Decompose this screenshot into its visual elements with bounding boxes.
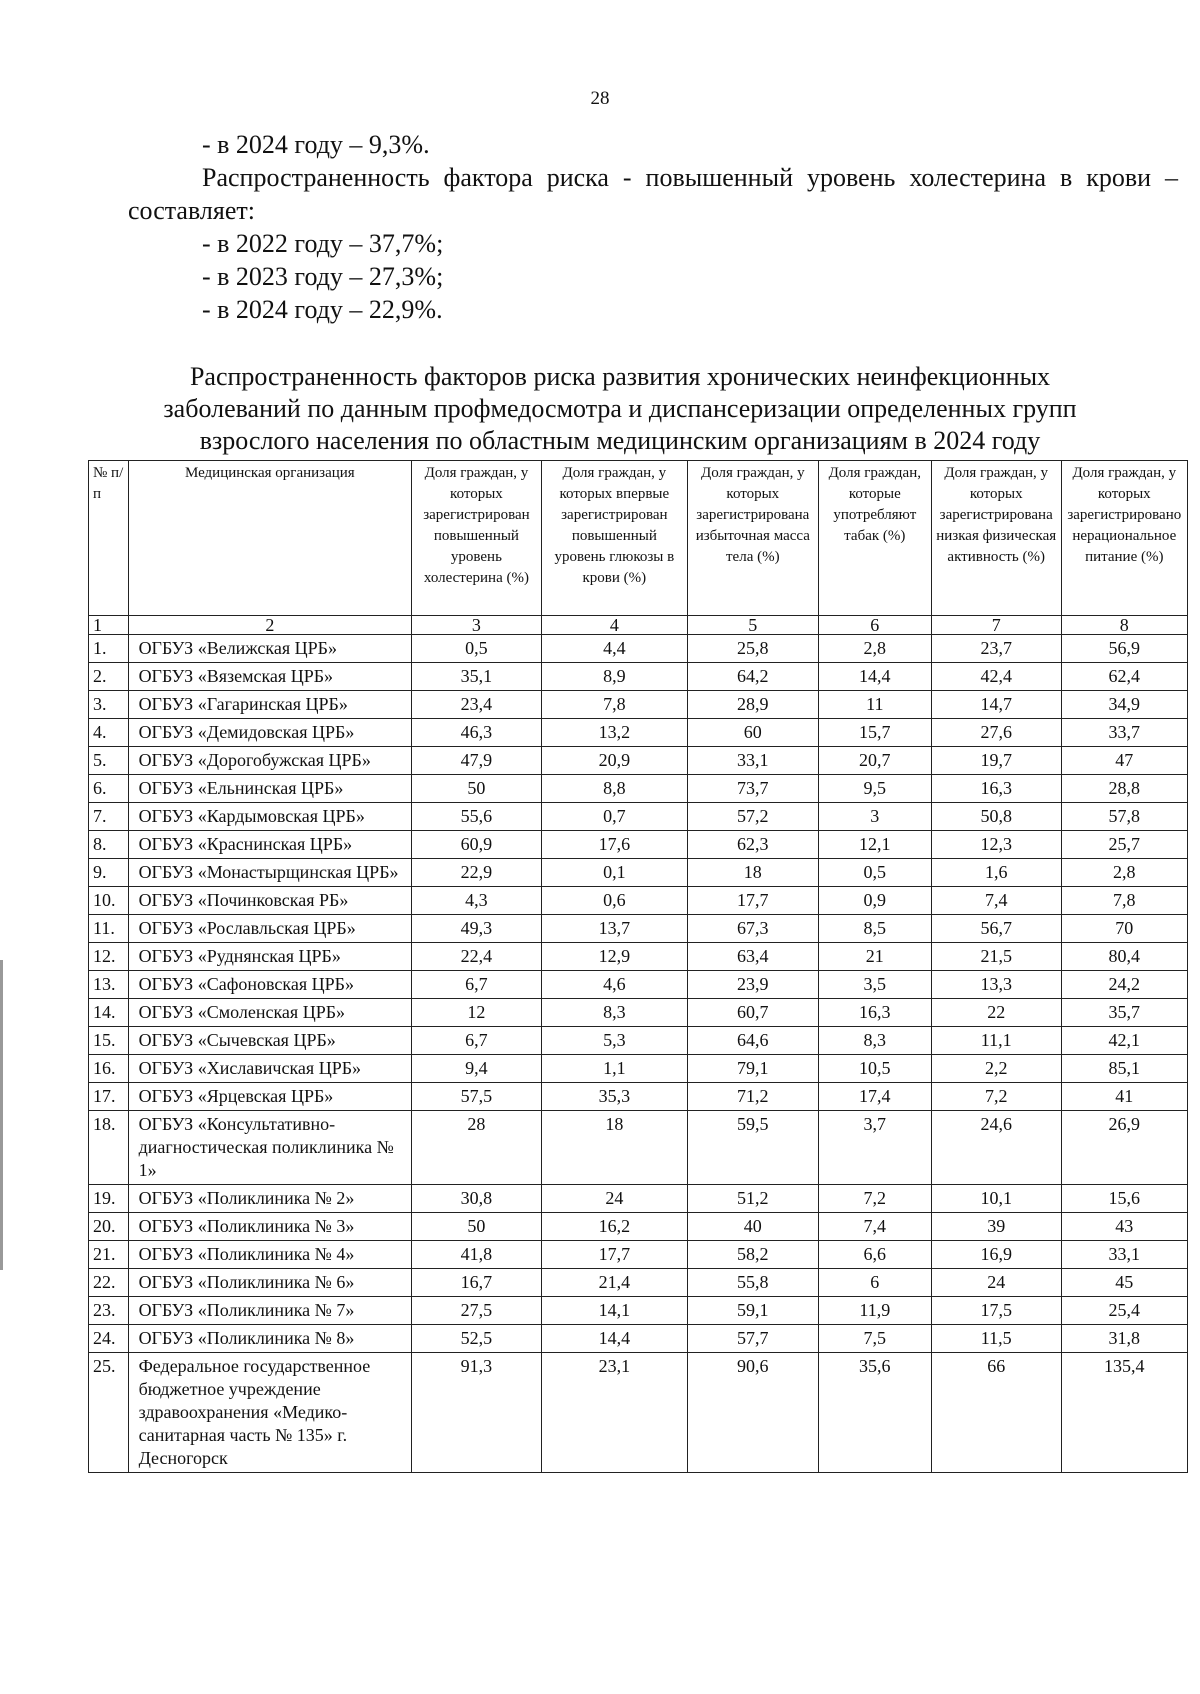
row-number-cell: 10. bbox=[89, 887, 129, 915]
organization-cell: ОГБУЗ «Починковская РБ» bbox=[128, 887, 412, 915]
table-row bbox=[89, 719, 1188, 747]
table-row bbox=[89, 1111, 1188, 1185]
value-cell: 40 bbox=[687, 1213, 818, 1241]
row-number-cell: 7. bbox=[89, 803, 129, 831]
value-cell: 12 bbox=[412, 999, 542, 1027]
value-cell: 59,5 bbox=[687, 1111, 818, 1185]
value-cell: 45 bbox=[1061, 1269, 1187, 1297]
row-number-cell: 11. bbox=[89, 915, 129, 943]
value-cell: 20,7 bbox=[818, 747, 931, 775]
value-cell: 19,7 bbox=[931, 747, 1061, 775]
value-cell: 7,8 bbox=[541, 691, 687, 719]
value-cell: 23,1 bbox=[541, 1353, 687, 1473]
column-number: 3 bbox=[412, 616, 542, 635]
column-number: 4 bbox=[541, 616, 687, 635]
value-cell: 57,5 bbox=[412, 1083, 542, 1111]
value-cell: 33,7 bbox=[1061, 719, 1187, 747]
organization-cell: ОГБУЗ «Поликлиника № 3» bbox=[128, 1213, 412, 1241]
intro-item: - в 2022 году – 37,7%; bbox=[202, 229, 444, 258]
value-cell: 17,5 bbox=[931, 1297, 1061, 1325]
organization-cell: ОГБУЗ «Сычевская ЦРБ» bbox=[128, 1027, 412, 1055]
organization-cell: ОГБУЗ «Поликлиника № 7» bbox=[128, 1297, 412, 1325]
table-row bbox=[89, 999, 1188, 1027]
row-number-cell: 25. bbox=[89, 1353, 129, 1473]
table-row bbox=[89, 1325, 1188, 1353]
value-cell: 6 bbox=[818, 1269, 931, 1297]
row-number-cell: 23. bbox=[89, 1297, 129, 1325]
row-number-cell: 13. bbox=[89, 971, 129, 999]
value-cell: 31,8 bbox=[1061, 1325, 1187, 1353]
row-number-cell: 3. bbox=[89, 691, 129, 719]
header-cell: Доля граждан, у которых зарегистрирована избыточная масса тела (%) bbox=[687, 461, 818, 616]
value-cell: 55,6 bbox=[412, 803, 542, 831]
value-cell: 22,4 bbox=[412, 943, 542, 971]
value-cell: 22 bbox=[931, 999, 1061, 1027]
value-cell: 3 bbox=[818, 803, 931, 831]
row-number-cell: 19. bbox=[89, 1185, 129, 1213]
table-row bbox=[89, 1083, 1188, 1111]
row-number-cell: 24. bbox=[89, 1325, 129, 1353]
row-number-cell: 22. bbox=[89, 1269, 129, 1297]
value-cell: 24,2 bbox=[1061, 971, 1187, 999]
organization-cell: ОГБУЗ «Рославльская ЦРБ» bbox=[128, 915, 412, 943]
value-cell: 22,9 bbox=[412, 859, 542, 887]
table-title: Распространенность факторов риска развития хронических неинфекционных заболеваний по данным профмедосмотра и диспансеризации определенных групп взрослого населения по областным медицинским организациям в 2024 году bbox=[163, 362, 1077, 455]
organization-cell: ОГБУЗ «Хиславичская ЦРБ» bbox=[128, 1055, 412, 1083]
value-cell: 57,2 bbox=[687, 803, 818, 831]
organization-cell: ОГБУЗ «Монастырщинская ЦРБ» bbox=[128, 859, 412, 887]
row-number-cell: 15. bbox=[89, 1027, 129, 1055]
value-cell: 91,3 bbox=[412, 1353, 542, 1473]
value-cell: 58,2 bbox=[687, 1241, 818, 1269]
value-cell: 7,5 bbox=[818, 1325, 931, 1353]
value-cell: 23,7 bbox=[931, 635, 1061, 663]
organization-cell: ОГБУЗ «Поликлиника № 2» bbox=[128, 1185, 412, 1213]
value-cell: 59,1 bbox=[687, 1297, 818, 1325]
organization-cell: ОГБУЗ «Консультативно-диагностическая поликлиника № 1» bbox=[128, 1111, 412, 1185]
table-row bbox=[89, 943, 1188, 971]
value-cell: 24 bbox=[541, 1185, 687, 1213]
value-cell: 25,7 bbox=[1061, 831, 1187, 859]
value-cell: 17,6 bbox=[541, 831, 687, 859]
value-cell: 10,1 bbox=[931, 1185, 1061, 1213]
value-cell: 11,1 bbox=[931, 1027, 1061, 1055]
value-cell: 66 bbox=[931, 1353, 1061, 1473]
value-cell: 50 bbox=[412, 1213, 542, 1241]
value-cell: 7,4 bbox=[931, 887, 1061, 915]
organization-cell: ОГБУЗ «Поликлиника № 4» bbox=[128, 1241, 412, 1269]
row-number-cell: 12. bbox=[89, 943, 129, 971]
row-number-cell: 18. bbox=[89, 1111, 129, 1185]
value-cell: 33,1 bbox=[1061, 1241, 1187, 1269]
header-cell: Медицинская организация bbox=[128, 461, 412, 616]
value-cell: 52,5 bbox=[412, 1325, 542, 1353]
value-cell: 2,8 bbox=[1061, 859, 1187, 887]
table-row bbox=[89, 859, 1188, 887]
value-cell: 0,5 bbox=[412, 635, 542, 663]
table-row bbox=[89, 915, 1188, 943]
value-cell: 24 bbox=[931, 1269, 1061, 1297]
value-cell: 12,1 bbox=[818, 831, 931, 859]
organization-cell: ОГБУЗ «Ярцевская ЦРБ» bbox=[128, 1083, 412, 1111]
value-cell: 8,3 bbox=[541, 999, 687, 1027]
table-row bbox=[89, 1269, 1188, 1297]
value-cell: 30,8 bbox=[412, 1185, 542, 1213]
value-cell: 10,5 bbox=[818, 1055, 931, 1083]
value-cell: 21 bbox=[818, 943, 931, 971]
header-cell: Доля граждан, у которых зарегистрирована низкая физическая активность (%) bbox=[931, 461, 1061, 616]
organization-cell: ОГБУЗ «Ельнинская ЦРБ» bbox=[128, 775, 412, 803]
value-cell: 56,7 bbox=[931, 915, 1061, 943]
value-cell: 16,2 bbox=[541, 1213, 687, 1241]
value-cell: 33,1 bbox=[687, 747, 818, 775]
value-cell: 13,2 bbox=[541, 719, 687, 747]
value-cell: 27,5 bbox=[412, 1297, 542, 1325]
value-cell: 1,1 bbox=[541, 1055, 687, 1083]
value-cell: 90,6 bbox=[687, 1353, 818, 1473]
organization-cell: ОГБУЗ «Руднянская ЦРБ» bbox=[128, 943, 412, 971]
scan-margin-line bbox=[0, 960, 3, 1270]
value-cell: 60,7 bbox=[687, 999, 818, 1027]
row-number-cell: 1. bbox=[89, 635, 129, 663]
value-cell: 8,5 bbox=[818, 915, 931, 943]
value-cell: 17,4 bbox=[818, 1083, 931, 1111]
value-cell: 47,9 bbox=[412, 747, 542, 775]
table-row bbox=[89, 803, 1188, 831]
row-number-cell: 5. bbox=[89, 747, 129, 775]
organization-cell: ОГБУЗ «Вяземская ЦРБ» bbox=[128, 663, 412, 691]
value-cell: 35,3 bbox=[541, 1083, 687, 1111]
value-cell: 7,2 bbox=[931, 1083, 1061, 1111]
value-cell: 25,8 bbox=[687, 635, 818, 663]
value-cell: 57,8 bbox=[1061, 803, 1187, 831]
intro-paragraph: Распространенность фактора риска - повышенный уровень холестерина в крови – составляет: bbox=[128, 163, 1178, 225]
value-cell: 0,1 bbox=[541, 859, 687, 887]
value-cell: 8,8 bbox=[541, 775, 687, 803]
row-number-cell: 16. bbox=[89, 1055, 129, 1083]
value-cell: 70 bbox=[1061, 915, 1187, 943]
value-cell: 21,5 bbox=[931, 943, 1061, 971]
value-cell: 0,9 bbox=[818, 887, 931, 915]
value-cell: 21,4 bbox=[541, 1269, 687, 1297]
value-cell: 35,6 bbox=[818, 1353, 931, 1473]
value-cell: 39 bbox=[931, 1213, 1061, 1241]
value-cell: 6,7 bbox=[412, 1027, 542, 1055]
row-number-cell: 9. bbox=[89, 859, 129, 887]
value-cell: 50,8 bbox=[931, 803, 1061, 831]
intro-text bbox=[128, 128, 1178, 326]
table-row bbox=[89, 887, 1188, 915]
value-cell: 43 bbox=[1061, 1213, 1187, 1241]
organization-cell: ОГБУЗ «Дорогобужская ЦРБ» bbox=[128, 747, 412, 775]
value-cell: 34,9 bbox=[1061, 691, 1187, 719]
value-cell: 7,4 bbox=[818, 1213, 931, 1241]
table-row bbox=[89, 1055, 1188, 1083]
value-cell: 17,7 bbox=[541, 1241, 687, 1269]
value-cell: 51,2 bbox=[687, 1185, 818, 1213]
value-cell: 0,7 bbox=[541, 803, 687, 831]
value-cell: 14,1 bbox=[541, 1297, 687, 1325]
value-cell: 28,8 bbox=[1061, 775, 1187, 803]
value-cell: 23,9 bbox=[687, 971, 818, 999]
value-cell: 64,2 bbox=[687, 663, 818, 691]
value-cell: 80,4 bbox=[1061, 943, 1187, 971]
value-cell: 62,4 bbox=[1061, 663, 1187, 691]
value-cell: 16,3 bbox=[818, 999, 931, 1027]
value-cell: 15,7 bbox=[818, 719, 931, 747]
value-cell: 16,7 bbox=[412, 1269, 542, 1297]
value-cell: 8,3 bbox=[818, 1027, 931, 1055]
intro-line: - в 2024 году – 9,3%. bbox=[202, 130, 430, 159]
table-row bbox=[89, 1213, 1188, 1241]
value-cell: 57,7 bbox=[687, 1325, 818, 1353]
value-cell: 49,3 bbox=[412, 915, 542, 943]
value-cell: 7,8 bbox=[1061, 887, 1187, 915]
column-number-row bbox=[89, 616, 1188, 635]
value-cell: 35,1 bbox=[412, 663, 542, 691]
value-cell: 24,6 bbox=[931, 1111, 1061, 1185]
value-cell: 12,9 bbox=[541, 943, 687, 971]
table-row bbox=[89, 971, 1188, 999]
organization-cell: ОГБУЗ «Смоленская ЦРБ» bbox=[128, 999, 412, 1027]
value-cell: 3,5 bbox=[818, 971, 931, 999]
value-cell: 42,1 bbox=[1061, 1027, 1187, 1055]
header-cell: Доля граждан, у которых зарегистрирован повышенный уровень холестерина (%) bbox=[412, 461, 542, 616]
table-row bbox=[89, 663, 1188, 691]
value-cell: 4,6 bbox=[541, 971, 687, 999]
row-number-cell: 4. bbox=[89, 719, 129, 747]
page-number: 28 bbox=[590, 88, 610, 109]
organization-cell: ОГБУЗ «Сафоновская ЦРБ» bbox=[128, 971, 412, 999]
header-cell: Доля граждан, которые употребляют табак (%) bbox=[818, 461, 931, 616]
value-cell: 20,9 bbox=[541, 747, 687, 775]
value-cell: 17,7 bbox=[687, 887, 818, 915]
value-cell: 14,4 bbox=[818, 663, 931, 691]
value-cell: 64,6 bbox=[687, 1027, 818, 1055]
row-number-cell: 20. bbox=[89, 1213, 129, 1241]
value-cell: 71,2 bbox=[687, 1083, 818, 1111]
organization-cell: ОГБУЗ «Демидовская ЦРБ» bbox=[128, 719, 412, 747]
risk-factors-table bbox=[88, 460, 1188, 1473]
value-cell: 14,4 bbox=[541, 1325, 687, 1353]
value-cell: 50 bbox=[412, 775, 542, 803]
column-number: 5 bbox=[687, 616, 818, 635]
table-header-row bbox=[89, 461, 1188, 616]
row-number-cell: 14. bbox=[89, 999, 129, 1027]
value-cell: 9,4 bbox=[412, 1055, 542, 1083]
value-cell: 15,6 bbox=[1061, 1185, 1187, 1213]
value-cell: 4,4 bbox=[541, 635, 687, 663]
value-cell: 5,3 bbox=[541, 1027, 687, 1055]
row-number-cell: 21. bbox=[89, 1241, 129, 1269]
table-row bbox=[89, 1185, 1188, 1213]
intro-item: - в 2024 году – 22,9%. bbox=[202, 295, 443, 324]
value-cell: 7,2 bbox=[818, 1185, 931, 1213]
value-cell: 41,8 bbox=[412, 1241, 542, 1269]
value-cell: 2,2 bbox=[931, 1055, 1061, 1083]
organization-cell: Федеральное государственное бюджетное учреждение здравоохранения «Медико-санитарная часть № 135» г. Десногорск bbox=[128, 1353, 412, 1473]
value-cell: 67,3 bbox=[687, 915, 818, 943]
table-row bbox=[89, 831, 1188, 859]
table-row bbox=[89, 635, 1188, 663]
value-cell: 11,5 bbox=[931, 1325, 1061, 1353]
table-row bbox=[89, 691, 1188, 719]
column-number: 1 bbox=[89, 616, 129, 635]
value-cell: 6,7 bbox=[412, 971, 542, 999]
value-cell: 42,4 bbox=[931, 663, 1061, 691]
row-number-cell: 17. bbox=[89, 1083, 129, 1111]
value-cell: 55,8 bbox=[687, 1269, 818, 1297]
value-cell: 25,4 bbox=[1061, 1297, 1187, 1325]
organization-cell: ОГБУЗ «Поликлиника № 6» bbox=[128, 1269, 412, 1297]
value-cell: 14,7 bbox=[931, 691, 1061, 719]
column-number: 2 bbox=[128, 616, 412, 635]
header-cell: № п/п bbox=[89, 461, 129, 616]
organization-cell: ОГБУЗ «Гагаринская ЦРБ» bbox=[128, 691, 412, 719]
value-cell: 13,3 bbox=[931, 971, 1061, 999]
organization-cell: ОГБУЗ «Кардымовская ЦРБ» bbox=[128, 803, 412, 831]
row-number-cell: 8. bbox=[89, 831, 129, 859]
value-cell: 56,9 bbox=[1061, 635, 1187, 663]
column-number: 7 bbox=[931, 616, 1061, 635]
value-cell: 41 bbox=[1061, 1083, 1187, 1111]
value-cell: 135,4 bbox=[1061, 1353, 1187, 1473]
value-cell: 23,4 bbox=[412, 691, 542, 719]
header-cell: Доля граждан, у которых впервые зарегистрирован повышенный уровень глюкозы в крови (%) bbox=[541, 461, 687, 616]
table-row bbox=[89, 747, 1188, 775]
value-cell: 46,3 bbox=[412, 719, 542, 747]
value-cell: 11 bbox=[818, 691, 931, 719]
table-row bbox=[89, 1241, 1188, 1269]
value-cell: 62,3 bbox=[687, 831, 818, 859]
value-cell: 27,6 bbox=[931, 719, 1061, 747]
value-cell: 35,7 bbox=[1061, 999, 1187, 1027]
organization-cell: ОГБУЗ «Краснинская ЦРБ» bbox=[128, 831, 412, 859]
row-number-cell: 6. bbox=[89, 775, 129, 803]
value-cell: 12,3 bbox=[931, 831, 1061, 859]
value-cell: 3,7 bbox=[818, 1111, 931, 1185]
value-cell: 60,9 bbox=[412, 831, 542, 859]
row-number-cell: 2. bbox=[89, 663, 129, 691]
intro-item: - в 2023 году – 27,3%; bbox=[202, 262, 444, 291]
column-number: 6 bbox=[818, 616, 931, 635]
value-cell: 26,9 bbox=[1061, 1111, 1187, 1185]
value-cell: 11,9 bbox=[818, 1297, 931, 1325]
value-cell: 9,5 bbox=[818, 775, 931, 803]
value-cell: 0,6 bbox=[541, 887, 687, 915]
value-cell: 2,8 bbox=[818, 635, 931, 663]
organization-cell: ОГБУЗ «Поликлиника № 8» bbox=[128, 1325, 412, 1353]
value-cell: 28 bbox=[412, 1111, 542, 1185]
table-row bbox=[89, 1297, 1188, 1325]
table-row bbox=[89, 1353, 1188, 1473]
value-cell: 85,1 bbox=[1061, 1055, 1187, 1083]
header-cell: Доля граждан, у которых зарегистрировано нерациональное питание (%) bbox=[1061, 461, 1187, 616]
table-row bbox=[89, 1027, 1188, 1055]
value-cell: 0,5 bbox=[818, 859, 931, 887]
value-cell: 18 bbox=[541, 1111, 687, 1185]
column-number: 8 bbox=[1061, 616, 1187, 635]
value-cell: 47 bbox=[1061, 747, 1187, 775]
value-cell: 73,7 bbox=[687, 775, 818, 803]
value-cell: 6,6 bbox=[818, 1241, 931, 1269]
value-cell: 79,1 bbox=[687, 1055, 818, 1083]
table-row bbox=[89, 775, 1188, 803]
value-cell: 28,9 bbox=[687, 691, 818, 719]
organization-cell: ОГБУЗ «Велижская ЦРБ» bbox=[128, 635, 412, 663]
value-cell: 4,3 bbox=[412, 887, 542, 915]
value-cell: 63,4 bbox=[687, 943, 818, 971]
value-cell: 16,9 bbox=[931, 1241, 1061, 1269]
value-cell: 1,6 bbox=[931, 859, 1061, 887]
value-cell: 16,3 bbox=[931, 775, 1061, 803]
value-cell: 60 bbox=[687, 719, 818, 747]
value-cell: 18 bbox=[687, 859, 818, 887]
value-cell: 13,7 bbox=[541, 915, 687, 943]
value-cell: 8,9 bbox=[541, 663, 687, 691]
